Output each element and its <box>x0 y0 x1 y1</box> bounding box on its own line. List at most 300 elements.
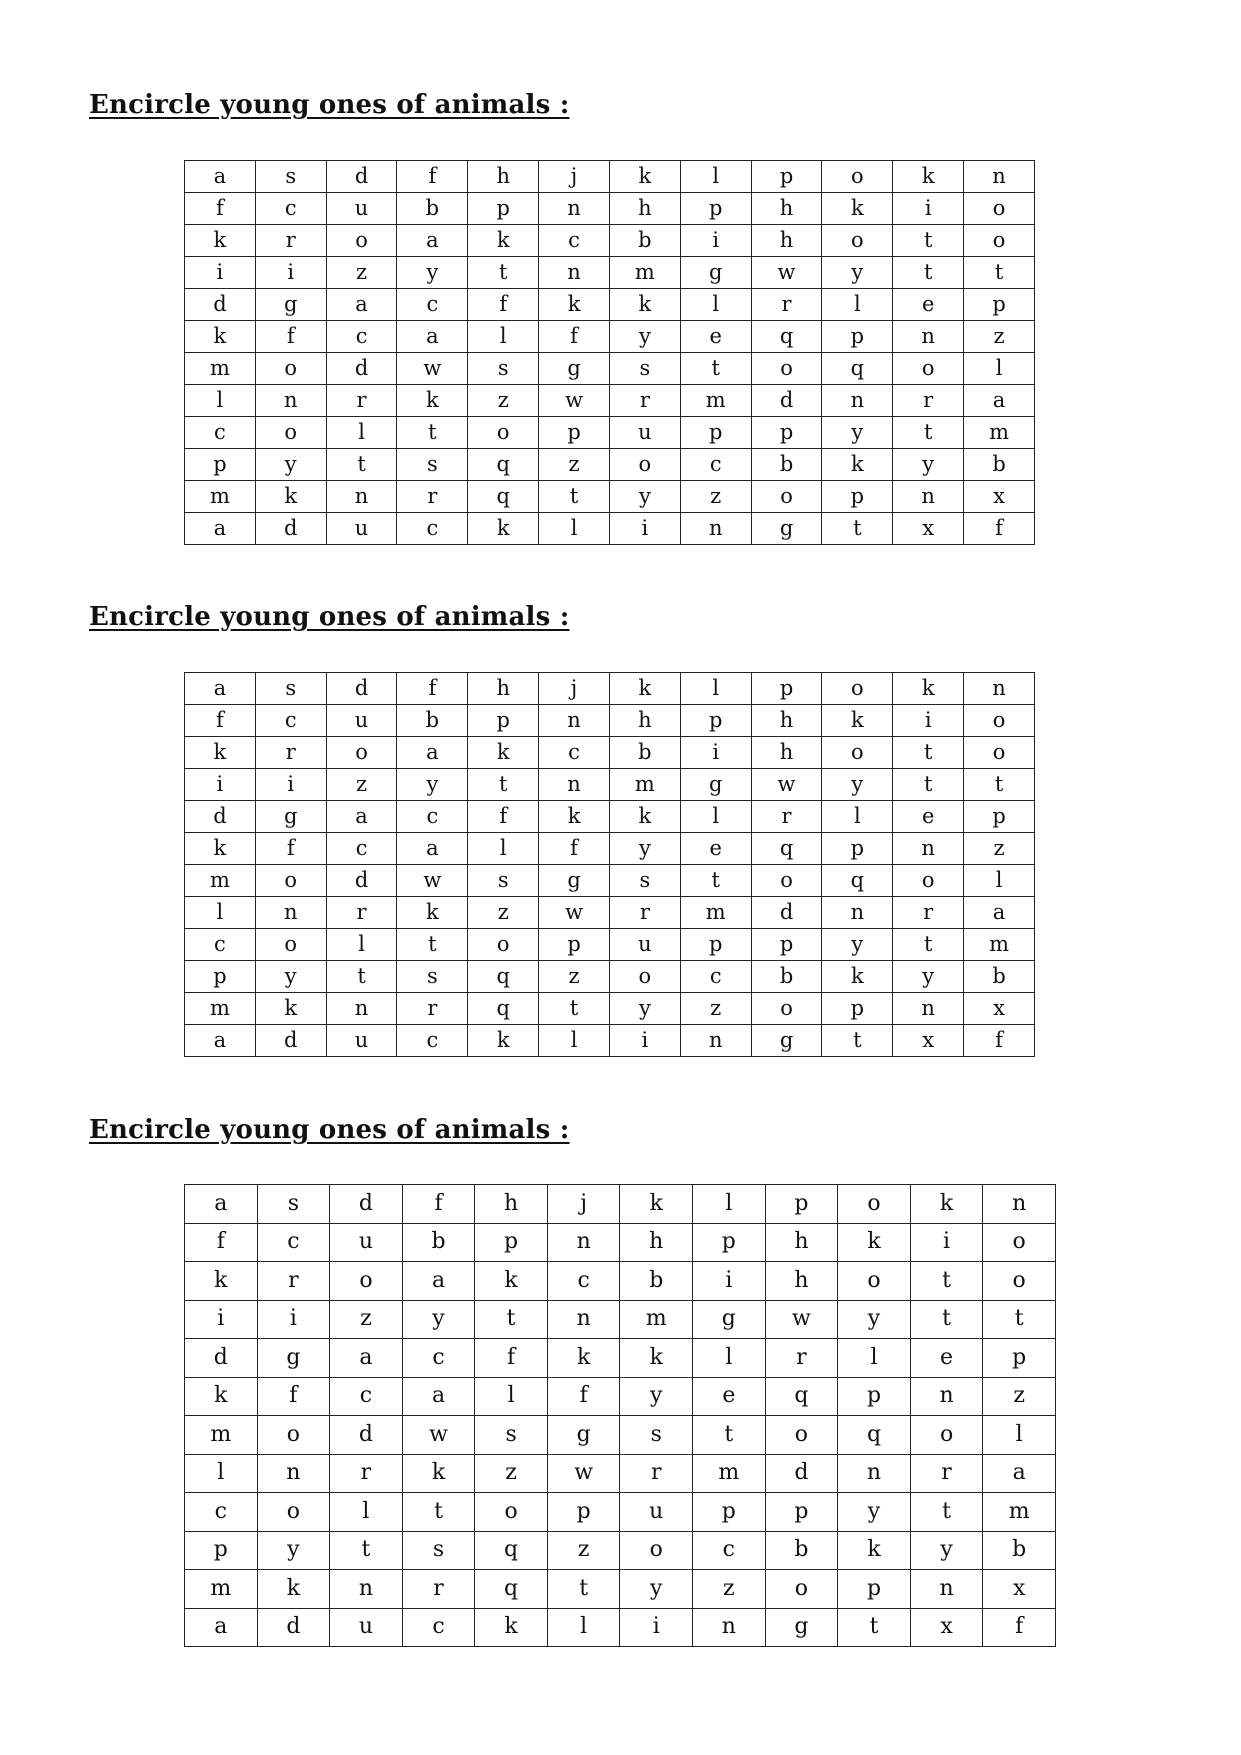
grid-cell[interactable]: k <box>547 1339 620 1378</box>
grid-cell[interactable]: k <box>185 1377 258 1416</box>
grid-cell[interactable]: c <box>326 833 397 865</box>
grid-cell[interactable]: o <box>983 1262 1056 1301</box>
grid-cell[interactable]: s <box>257 1185 330 1224</box>
grid-cell[interactable]: b <box>402 1223 475 1262</box>
grid-cell[interactable]: d <box>751 385 822 417</box>
grid-cell[interactable]: o <box>983 1223 1056 1262</box>
grid-cell[interactable]: i <box>893 705 964 737</box>
grid-cell[interactable]: a <box>397 225 468 257</box>
grid-cell[interactable]: l <box>185 1454 258 1493</box>
grid-cell[interactable]: a <box>402 1262 475 1301</box>
grid-cell[interactable]: z <box>468 385 539 417</box>
grid-cell[interactable]: m <box>693 1454 766 1493</box>
grid-cell[interactable]: o <box>326 225 397 257</box>
grid-cell[interactable]: m <box>620 1300 693 1339</box>
grid-cell[interactable]: p <box>539 929 610 961</box>
grid-cell[interactable]: z <box>964 321 1035 353</box>
grid-cell[interactable]: i <box>185 769 256 801</box>
grid-cell[interactable]: z <box>547 1531 620 1570</box>
grid-cell[interactable]: c <box>539 225 610 257</box>
grid-cell[interactable]: q <box>475 1570 548 1609</box>
grid-cell[interactable]: k <box>822 705 893 737</box>
grid-cell[interactable]: k <box>539 801 610 833</box>
grid-cell[interactable]: o <box>255 353 326 385</box>
grid-cell[interactable]: r <box>893 897 964 929</box>
grid-cell[interactable]: r <box>609 385 680 417</box>
grid-cell[interactable]: a <box>983 1454 1056 1493</box>
grid-cell[interactable]: t <box>326 449 397 481</box>
grid-cell[interactable]: l <box>547 1608 620 1647</box>
grid-cell[interactable]: r <box>402 1570 475 1609</box>
grid-cell[interactable]: l <box>185 385 256 417</box>
grid-cell[interactable]: q <box>468 481 539 513</box>
grid-cell[interactable]: k <box>539 289 610 321</box>
grid-cell[interactable]: b <box>609 737 680 769</box>
grid-cell[interactable]: l <box>539 513 610 545</box>
grid-cell[interactable]: m <box>185 353 256 385</box>
grid-cell[interactable]: n <box>893 993 964 1025</box>
grid-cell[interactable]: w <box>397 353 468 385</box>
grid-cell[interactable]: s <box>468 865 539 897</box>
grid-cell[interactable]: o <box>609 449 680 481</box>
grid-cell[interactable]: d <box>255 1025 326 1057</box>
grid-cell[interactable]: l <box>822 801 893 833</box>
grid-cell[interactable]: y <box>822 769 893 801</box>
grid-cell[interactable]: n <box>547 1300 620 1339</box>
grid-cell[interactable]: a <box>185 513 256 545</box>
grid-cell[interactable]: t <box>397 417 468 449</box>
grid-cell[interactable]: r <box>255 225 326 257</box>
grid-cell[interactable]: p <box>468 705 539 737</box>
grid-cell[interactable]: c <box>257 1223 330 1262</box>
grid-cell[interactable]: f <box>468 801 539 833</box>
grid-cell[interactable]: l <box>475 1377 548 1416</box>
grid-cell[interactable]: z <box>326 257 397 289</box>
grid-cell[interactable]: n <box>539 257 610 289</box>
grid-cell[interactable]: n <box>910 1570 983 1609</box>
grid-cell[interactable]: n <box>539 705 610 737</box>
grid-cell[interactable]: t <box>680 353 751 385</box>
grid-cell[interactable]: t <box>893 225 964 257</box>
grid-cell[interactable]: o <box>255 417 326 449</box>
grid-cell[interactable]: k <box>838 1223 911 1262</box>
grid-cell[interactable]: k <box>468 225 539 257</box>
grid-cell[interactable]: g <box>751 1025 822 1057</box>
grid-cell[interactable]: d <box>330 1416 403 1455</box>
grid-cell[interactable]: w <box>397 865 468 897</box>
grid-cell[interactable]: n <box>910 1377 983 1416</box>
grid-cell[interactable]: u <box>609 417 680 449</box>
grid-cell[interactable]: t <box>822 1025 893 1057</box>
grid-cell[interactable]: n <box>326 993 397 1025</box>
grid-cell[interactable]: e <box>893 289 964 321</box>
grid-cell[interactable]: z <box>693 1570 766 1609</box>
grid-cell[interactable]: l <box>326 417 397 449</box>
grid-cell[interactable]: z <box>983 1377 1056 1416</box>
grid-cell[interactable]: l <box>326 929 397 961</box>
grid-cell[interactable]: s <box>609 865 680 897</box>
grid-cell[interactable]: l <box>822 289 893 321</box>
grid-cell[interactable]: f <box>964 513 1035 545</box>
grid-cell[interactable]: g <box>765 1608 838 1647</box>
grid-cell[interactable]: g <box>255 801 326 833</box>
grid-cell[interactable]: r <box>326 897 397 929</box>
grid-cell[interactable]: u <box>326 705 397 737</box>
grid-cell[interactable]: c <box>397 801 468 833</box>
grid-cell[interactable]: k <box>185 225 256 257</box>
grid-cell[interactable]: i <box>185 1300 258 1339</box>
grid-cell[interactable]: k <box>609 673 680 705</box>
grid-cell[interactable]: q <box>751 321 822 353</box>
grid-cell[interactable]: z <box>964 833 1035 865</box>
grid-cell[interactable]: p <box>822 833 893 865</box>
grid-cell[interactable]: h <box>609 193 680 225</box>
grid-cell[interactable]: e <box>893 801 964 833</box>
grid-cell[interactable]: a <box>185 161 256 193</box>
grid-cell[interactable]: d <box>326 161 397 193</box>
grid-cell[interactable]: t <box>397 929 468 961</box>
grid-cell[interactable]: o <box>468 417 539 449</box>
grid-cell[interactable]: p <box>765 1185 838 1224</box>
grid-cell[interactable]: f <box>397 161 468 193</box>
grid-cell[interactable]: p <box>680 417 751 449</box>
grid-cell[interactable]: y <box>838 1493 911 1532</box>
grid-cell[interactable]: l <box>680 801 751 833</box>
grid-cell[interactable]: g <box>257 1339 330 1378</box>
grid-cell[interactable]: b <box>609 225 680 257</box>
grid-cell[interactable]: k <box>893 161 964 193</box>
grid-cell[interactable]: o <box>893 865 964 897</box>
grid-cell[interactable]: o <box>822 161 893 193</box>
grid-cell[interactable]: x <box>893 513 964 545</box>
grid-cell[interactable]: n <box>539 769 610 801</box>
grid-cell[interactable]: y <box>822 417 893 449</box>
grid-cell[interactable]: l <box>330 1493 403 1532</box>
grid-cell[interactable]: q <box>838 1416 911 1455</box>
grid-cell[interactable]: p <box>822 993 893 1025</box>
grid-cell[interactable]: a <box>185 1185 258 1224</box>
grid-cell[interactable]: i <box>255 769 326 801</box>
grid-cell[interactable]: r <box>609 897 680 929</box>
grid-cell[interactable]: s <box>397 961 468 993</box>
grid-cell[interactable]: f <box>185 1223 258 1262</box>
grid-cell[interactable]: a <box>185 673 256 705</box>
grid-cell[interactable]: o <box>838 1262 911 1301</box>
grid-cell[interactable]: r <box>910 1454 983 1493</box>
grid-cell[interactable]: n <box>330 1570 403 1609</box>
grid-cell[interactable]: l <box>964 353 1035 385</box>
grid-cell[interactable]: o <box>255 865 326 897</box>
grid-cell[interactable]: i <box>185 257 256 289</box>
grid-cell[interactable]: y <box>397 769 468 801</box>
grid-cell[interactable]: d <box>326 865 397 897</box>
grid-cell[interactable]: z <box>680 993 751 1025</box>
grid-cell[interactable]: t <box>468 769 539 801</box>
grid-cell[interactable]: r <box>620 1454 693 1493</box>
grid-cell[interactable]: k <box>257 1570 330 1609</box>
grid-cell[interactable]: a <box>326 289 397 321</box>
grid-cell[interactable]: x <box>964 993 1035 1025</box>
grid-cell[interactable]: m <box>680 897 751 929</box>
grid-cell[interactable]: i <box>609 1025 680 1057</box>
grid-cell[interactable]: o <box>751 865 822 897</box>
grid-cell[interactable]: k <box>475 1608 548 1647</box>
grid-cell[interactable]: b <box>964 961 1035 993</box>
grid-cell[interactable]: k <box>185 1262 258 1301</box>
grid-cell[interactable]: b <box>983 1531 1056 1570</box>
grid-cell[interactable]: d <box>751 897 822 929</box>
grid-cell[interactable]: l <box>693 1339 766 1378</box>
grid-cell[interactable]: s <box>620 1416 693 1455</box>
grid-cell[interactable]: q <box>475 1531 548 1570</box>
grid-cell[interactable]: o <box>326 737 397 769</box>
grid-cell[interactable]: k <box>397 897 468 929</box>
grid-cell[interactable]: f <box>964 1025 1035 1057</box>
grid-cell[interactable]: c <box>326 321 397 353</box>
grid-cell[interactable]: f <box>257 1377 330 1416</box>
grid-cell[interactable]: s <box>397 449 468 481</box>
grid-cell[interactable]: t <box>910 1493 983 1532</box>
grid-cell[interactable]: t <box>964 257 1035 289</box>
grid-cell[interactable]: y <box>609 993 680 1025</box>
grid-cell[interactable]: r <box>397 481 468 513</box>
grid-cell[interactable]: t <box>326 961 397 993</box>
grid-cell[interactable]: p <box>185 449 256 481</box>
grid-cell[interactable]: f <box>255 321 326 353</box>
grid-cell[interactable]: h <box>751 193 822 225</box>
grid-cell[interactable]: q <box>765 1377 838 1416</box>
grid-cell[interactable]: y <box>822 257 893 289</box>
grid-cell[interactable]: k <box>185 321 256 353</box>
grid-cell[interactable]: x <box>910 1608 983 1647</box>
grid-cell[interactable]: x <box>964 481 1035 513</box>
grid-cell[interactable]: t <box>539 481 610 513</box>
grid-cell[interactable]: t <box>693 1416 766 1455</box>
grid-cell[interactable]: l <box>468 833 539 865</box>
grid-cell[interactable]: o <box>964 193 1035 225</box>
grid-cell[interactable]: c <box>185 417 256 449</box>
grid-cell[interactable]: h <box>609 705 680 737</box>
grid-cell[interactable]: t <box>893 417 964 449</box>
grid-cell[interactable]: f <box>185 705 256 737</box>
grid-cell[interactable]: f <box>397 673 468 705</box>
grid-cell[interactable]: p <box>983 1339 1056 1378</box>
grid-cell[interactable]: p <box>680 929 751 961</box>
grid-cell[interactable]: k <box>620 1185 693 1224</box>
grid-cell[interactable]: r <box>330 1454 403 1493</box>
grid-cell[interactable]: p <box>751 929 822 961</box>
grid-cell[interactable]: a <box>402 1377 475 1416</box>
grid-cell[interactable]: f <box>539 321 610 353</box>
grid-cell[interactable]: t <box>539 993 610 1025</box>
grid-cell[interactable]: p <box>964 289 1035 321</box>
grid-cell[interactable]: c <box>547 1262 620 1301</box>
grid-cell[interactable]: c <box>680 961 751 993</box>
grid-cell[interactable]: s <box>475 1416 548 1455</box>
grid-cell[interactable]: p <box>475 1223 548 1262</box>
grid-cell[interactable]: l <box>468 321 539 353</box>
grid-cell[interactable]: h <box>765 1262 838 1301</box>
grid-cell[interactable]: e <box>693 1377 766 1416</box>
grid-cell[interactable]: p <box>765 1493 838 1532</box>
grid-cell[interactable]: t <box>893 737 964 769</box>
grid-cell[interactable]: l <box>838 1339 911 1378</box>
grid-cell[interactable]: a <box>397 737 468 769</box>
grid-cell[interactable]: o <box>822 225 893 257</box>
grid-cell[interactable]: q <box>751 833 822 865</box>
grid-cell[interactable]: i <box>893 193 964 225</box>
grid-cell[interactable]: a <box>330 1339 403 1378</box>
grid-cell[interactable]: h <box>751 737 822 769</box>
grid-cell[interactable]: k <box>822 449 893 481</box>
grid-cell[interactable]: p <box>680 193 751 225</box>
grid-cell[interactable]: t <box>822 513 893 545</box>
grid-cell[interactable]: k <box>255 993 326 1025</box>
grid-cell[interactable]: n <box>964 161 1035 193</box>
grid-cell[interactable]: k <box>468 513 539 545</box>
grid-cell[interactable]: p <box>680 705 751 737</box>
grid-cell[interactable]: k <box>620 1339 693 1378</box>
grid-cell[interactable]: t <box>964 769 1035 801</box>
grid-cell[interactable]: p <box>751 417 822 449</box>
grid-cell[interactable]: d <box>255 513 326 545</box>
grid-cell[interactable]: i <box>620 1608 693 1647</box>
grid-cell[interactable]: d <box>185 1339 258 1378</box>
grid-cell[interactable]: p <box>185 961 256 993</box>
grid-cell[interactable]: i <box>910 1223 983 1262</box>
grid-cell[interactable]: o <box>330 1262 403 1301</box>
grid-cell[interactable]: o <box>751 481 822 513</box>
grid-cell[interactable]: y <box>910 1531 983 1570</box>
grid-cell[interactable]: p <box>185 1531 258 1570</box>
grid-cell[interactable]: f <box>539 833 610 865</box>
grid-cell[interactable]: z <box>680 481 751 513</box>
grid-cell[interactable]: w <box>539 897 610 929</box>
grid-cell[interactable]: f <box>468 289 539 321</box>
grid-cell[interactable]: b <box>397 193 468 225</box>
grid-cell[interactable]: u <box>326 193 397 225</box>
grid-cell[interactable]: u <box>620 1493 693 1532</box>
grid-cell[interactable]: p <box>822 481 893 513</box>
grid-cell[interactable]: r <box>255 737 326 769</box>
grid-cell[interactable]: k <box>397 385 468 417</box>
grid-cell[interactable]: r <box>893 385 964 417</box>
grid-cell[interactable]: s <box>468 353 539 385</box>
grid-cell[interactable]: t <box>475 1300 548 1339</box>
grid-cell[interactable]: k <box>838 1531 911 1570</box>
grid-cell[interactable]: o <box>765 1570 838 1609</box>
grid-cell[interactable]: l <box>680 161 751 193</box>
grid-cell[interactable]: w <box>751 769 822 801</box>
grid-cell[interactable]: n <box>893 833 964 865</box>
grid-cell[interactable]: o <box>751 993 822 1025</box>
grid-cell[interactable]: m <box>964 929 1035 961</box>
grid-cell[interactable]: c <box>185 1493 258 1532</box>
grid-cell[interactable]: h <box>468 161 539 193</box>
grid-cell[interactable]: g <box>255 289 326 321</box>
grid-cell[interactable]: o <box>822 673 893 705</box>
grid-cell[interactable]: y <box>822 929 893 961</box>
grid-cell[interactable]: o <box>255 929 326 961</box>
grid-cell[interactable]: c <box>693 1531 766 1570</box>
grid-cell[interactable]: o <box>964 737 1035 769</box>
grid-cell[interactable]: y <box>609 481 680 513</box>
grid-cell[interactable]: g <box>680 257 751 289</box>
grid-cell[interactable]: l <box>983 1416 1056 1455</box>
grid-cell[interactable]: y <box>620 1377 693 1416</box>
grid-cell[interactable]: b <box>751 449 822 481</box>
grid-cell[interactable]: i <box>693 1262 766 1301</box>
grid-cell[interactable]: o <box>257 1493 330 1532</box>
grid-cell[interactable]: g <box>680 769 751 801</box>
grid-cell[interactable]: m <box>983 1493 1056 1532</box>
grid-cell[interactable]: m <box>185 993 256 1025</box>
grid-cell[interactable]: n <box>326 481 397 513</box>
grid-cell[interactable]: f <box>983 1608 1056 1647</box>
grid-cell[interactable]: w <box>547 1454 620 1493</box>
grid-cell[interactable]: l <box>964 865 1035 897</box>
grid-cell[interactable]: c <box>397 513 468 545</box>
grid-cell[interactable]: u <box>330 1608 403 1647</box>
grid-cell[interactable]: n <box>822 385 893 417</box>
grid-cell[interactable]: r <box>751 801 822 833</box>
grid-cell[interactable]: o <box>475 1493 548 1532</box>
grid-cell[interactable]: z <box>326 769 397 801</box>
grid-cell[interactable]: c <box>680 449 751 481</box>
grid-cell[interactable]: k <box>609 801 680 833</box>
grid-cell[interactable]: f <box>402 1185 475 1224</box>
grid-cell[interactable]: i <box>680 737 751 769</box>
grid-cell[interactable]: y <box>257 1531 330 1570</box>
grid-cell[interactable]: a <box>964 385 1035 417</box>
grid-cell[interactable]: m <box>185 865 256 897</box>
grid-cell[interactable]: z <box>475 1454 548 1493</box>
grid-cell[interactable]: o <box>765 1416 838 1455</box>
grid-cell[interactable]: o <box>964 225 1035 257</box>
grid-cell[interactable]: l <box>680 673 751 705</box>
grid-cell[interactable]: i <box>257 1300 330 1339</box>
grid-cell[interactable]: r <box>326 385 397 417</box>
grid-cell[interactable]: k <box>609 161 680 193</box>
grid-cell[interactable]: o <box>609 961 680 993</box>
grid-cell[interactable]: k <box>609 289 680 321</box>
grid-cell[interactable]: c <box>255 705 326 737</box>
grid-cell[interactable]: r <box>257 1262 330 1301</box>
grid-cell[interactable]: c <box>539 737 610 769</box>
grid-cell[interactable]: t <box>983 1300 1056 1339</box>
grid-cell[interactable]: k <box>185 737 256 769</box>
grid-cell[interactable]: t <box>547 1570 620 1609</box>
grid-cell[interactable]: o <box>893 353 964 385</box>
grid-cell[interactable]: h <box>751 225 822 257</box>
grid-cell[interactable]: m <box>609 257 680 289</box>
grid-cell[interactable]: w <box>751 257 822 289</box>
grid-cell[interactable]: n <box>255 897 326 929</box>
grid-cell[interactable]: g <box>693 1300 766 1339</box>
grid-cell[interactable]: d <box>257 1608 330 1647</box>
grid-cell[interactable]: m <box>185 1416 258 1455</box>
grid-cell[interactable]: g <box>751 513 822 545</box>
grid-cell[interactable]: d <box>326 353 397 385</box>
grid-cell[interactable]: l <box>185 897 256 929</box>
grid-cell[interactable]: h <box>468 673 539 705</box>
grid-cell[interactable]: c <box>330 1377 403 1416</box>
grid-cell[interactable]: b <box>765 1531 838 1570</box>
grid-cell[interactable]: s <box>255 673 326 705</box>
grid-cell[interactable]: t <box>893 769 964 801</box>
grid-cell[interactable]: o <box>257 1416 330 1455</box>
grid-cell[interactable]: y <box>609 321 680 353</box>
